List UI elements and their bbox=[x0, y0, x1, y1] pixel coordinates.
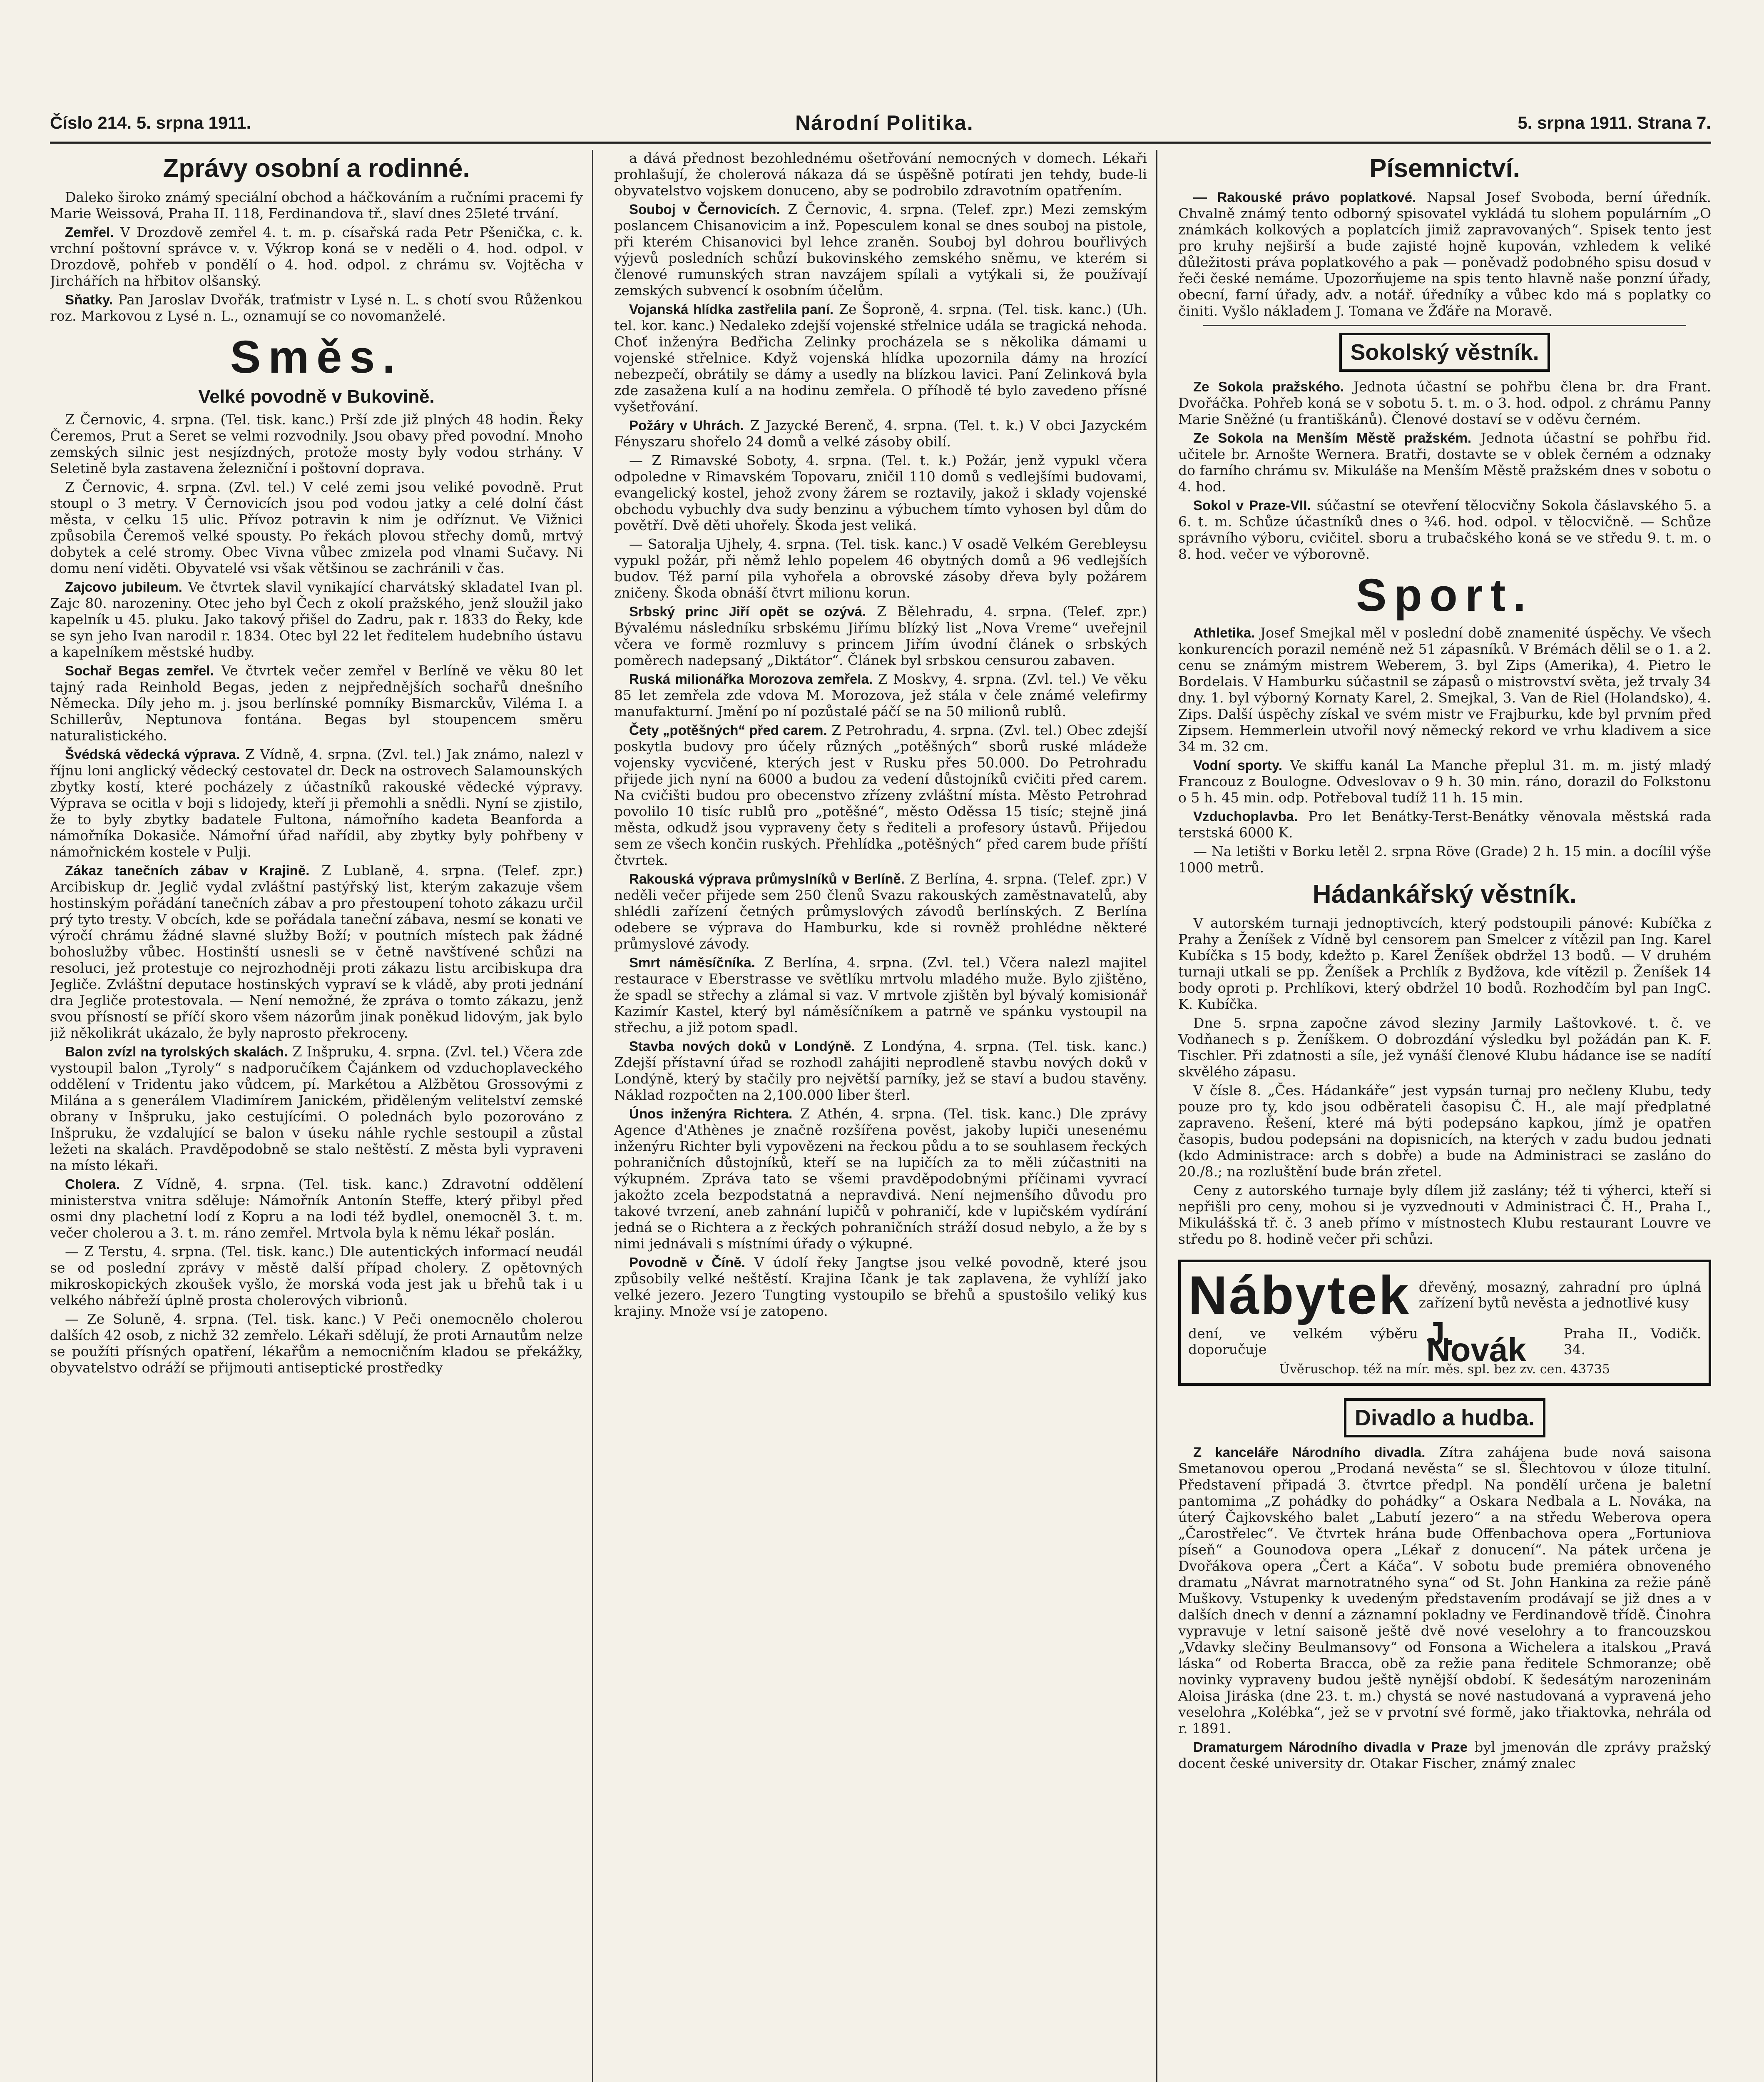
section-heading-literature: Písemnictví. bbox=[1369, 154, 1520, 183]
article-paragraph bbox=[614, 301, 1147, 415]
article-text: Z Vídně, 4. srpna. (Tel. tisk. kanc.) Zdravotní oddělení ministerstva vnitra sděluje: Námořník Antonín Steffe, který přibyl před osmi dny plachetní lodí z Kopru a na lodi též bydlel, onemocněl 3. t. m. večer cholerou a 3. t. m. ráno zemřel. Mrtvola byla k němu lékař poslán. bbox=[50, 1176, 583, 1241]
article-lead: Athletika. bbox=[1193, 625, 1255, 640]
article-paragraph bbox=[614, 417, 1147, 450]
article-paragraph bbox=[614, 201, 1147, 299]
article-paragraph bbox=[614, 871, 1147, 952]
article-paragraph: V čísle 8. „Čes. Hádankáře“ jest vypsán turnaj pro nečleny Klubu, tedy pouze pro ty, kdo jsou odběrateli časopisu Č. H., ale mají předplatné zapraveno. Řešení, které má býti podepsáno kapkou, jímž je opatřen časopis, budou podepsáni na dopisnicích, na kterých v zadu budou jednati (kdo Administrace: arch s dobře) a bude na Administraci se zasláno do 20./8.; na rozluštění bude brán zřetel. bbox=[1178, 1082, 1711, 1180]
article-paragraph: — Z Rimavské Soboty, 4. srpna. (Tel. t. k.) Požár, jenž vypukl včera odpoledne v Rimavském Topovaru, zničil 110 domů s vedlejšími budovami, evangelický kostel, jehož zvony žárem se roztavily, jakož i sklady vojenské obchodu vybuchly dva sudy benzinu a výbuchem tímto vyhosen byl dům do povětří. Dvě děti uhořely. Škoda jest veliká. bbox=[614, 452, 1147, 533]
article-text: Napsal Josef Svoboda, berní úředník. Chvalně známý tento odborný spisovatel vykládá tu slohem populárním „O známkách kolkových a poplatcích jimiž zapravovaných“. Spisek tento jest pro kruhy nejširší a bude zajisté hojně kupován, vzhledem k veliké důležitosti práva poplatkového a pak — poněvadž podobného spisu dosud v řeči české nemáme. Upozorňujeme na spis tento hlavně naše ponzní úřady, obecní, farní úřady, adv. a notář. úředníky a vůbec kdo má s poplatky co činiti. Vyšlo nákladem J. Tomana ve Žďáře na Moravě. bbox=[1178, 189, 1711, 319]
article-text: Z Moskvy, 4. srpna. (Zvl. tel.) Ve věku 85 let zemřela zde vdova M. Morozova, jež stála v čele známé velefirmy manufakturní. Jmění po ní pozůstalé páčí se na 50 milionů rublů. bbox=[614, 671, 1147, 720]
article-paragraph: Ceny z autorského turnaje byly dílem již zaslány; též ti výherci, kteří si nepřišli pro ceny, mohou si je vyzvednouti v Administraci Č. H., Praha I., Mikulášská tř. č. 3 aneb přímo v místnostech Klubu restaurant Louvre ve středu po 8. hodině večer při schůzi. bbox=[1178, 1182, 1711, 1247]
section-heading-sokol: Sokolský věstník. bbox=[1339, 333, 1550, 372]
article-paragraph: Z Černovic, 4. srpna. (Tel. tisk. kanc.) Prší zde již plných 48 hodin. Řeky Čeremos, Prut a Seret se velmi rozvodnily. Jsou obavy před povodní. Mnoho zemských silnic jest nesjízdných, protože mosty byly vodou strhány. V Seletině byla zastavena železniční i poštovní doprava. bbox=[50, 411, 583, 476]
article-text: Z Berlína, 4. srpna. (Telef. zpr.) V neděli večer přijede sem 250 členů Svazu rakouských zaměstnavatelů, aby shlédli zařízení četných průmyslových závodů berlínských. Z Berlína odebere se výprava do Hamburku, kde si rovněž prohlédne některé průmyslové závody. bbox=[614, 871, 1147, 952]
section-heading-sport: Sport. bbox=[1356, 570, 1533, 621]
article-lead: Ze Sokola na Menším Městě pražském. bbox=[1193, 430, 1472, 446]
article-paragraph: Z Černovic, 4. srpna. (Zvl. tel.) V celé zemi jsou veliké povodně. Prut stoupl o 3 metry. V Černovicích jsou pod vodou jatky a celé dolní část města, v celku 15 ulic. Přívoz potravin k nim je odříznut. Ve Vižnici způsobila Čeremoš velké spousty. Po řekách plovou střechy domů, mrtvý dobytek a celé stromy. Obec Vivna vůbec zmizela pod vlnami Sučavy. Ni domu není viděti. Obyvatelé vsi však většinou se zachránili v čas. bbox=[50, 479, 583, 576]
article-paragraph bbox=[614, 954, 1147, 1036]
article-paragraph bbox=[50, 1043, 583, 1173]
article-lead: Cholera. bbox=[65, 1176, 120, 1192]
ad-brand: Nábytek bbox=[1188, 1265, 1411, 1325]
article-paragraph bbox=[614, 1038, 1147, 1103]
article-text: Josef Smejkal měl v poslední době znamenité úspěchy. Ve všech konkurencích porazil neméně než 51 zápasníků. V Brémách dělil se o 1. a 2. cenu se známým mistrem Weberem, 3. byl Zips (Amerika), 4. Pietro le Bordelais. V Hamburku súčastnil se zápasů o mistrovství světa, jež trvaly 34 dny. 1. byl výborný Kornaty Karel, 2. Smejkal, 3. Van de Riel (Holandsko), 4. Zips. Další úspěchy získal ve svém mistr ve Frajburku, kde byl prvním před Zipsem. Hemmerlein utvořil nový německý rekord ve vrhu kladivem a sice 34 m. 32 cm. bbox=[1178, 625, 1711, 755]
article-text: Z Inšpruku, 4. srpna. (Zvl. tel.) Včera zde vystoupil balon „Tyroly“ s nadporučíkem Čajánkem od vzduchoplaveckého oddělení v Tridentu jako vůdcem, pí. Markétou a Alžbětou Grossovými z Milána a s generálem Vladimírem Janickém, přiděleným velitelství zemské obrany v Inšpruku, jako cestujícími. O polednách bylo pozorováno z Inšpruku, že vzdalující se balon v úseku náhle rychle sestoupil a zůstal ležeti na skalách. Pravděpodobně se stalo neštěstí. Z města byli vypraveni na místo lékaři. bbox=[50, 1043, 583, 1173]
article-lead: Vzduchoplavba. bbox=[1193, 809, 1298, 824]
section-heading-puzzles: Hádankářský věstník. bbox=[1312, 880, 1577, 909]
article-lead: Sňatky. bbox=[65, 292, 113, 307]
header-page-number: 5. srpna 1911. Strana 7. bbox=[1518, 113, 1711, 132]
article-lead: Povodně v Číně. bbox=[629, 1255, 745, 1270]
article-paragraph bbox=[50, 224, 583, 289]
masthead-title: Národní Politika. bbox=[795, 111, 974, 134]
divider bbox=[1203, 325, 1686, 326]
column-2 bbox=[614, 150, 1157, 2082]
article-text: V údolí řeky Jangtse jsou velké povodně, které jsou způsobily velké neštěstí. Krajina Ičank je tak zaplavena, že vyhlíží jako velké jezero. Jezero Tungting vystoupilo se břehů a spustošilo veliký kus krajiny. Množe vsí je zatopeno. bbox=[614, 1254, 1147, 1319]
article-lead: Balon zvízl na tyrolských skalách. bbox=[65, 1044, 288, 1059]
article-lead: Srbský princ Jiří opět se ozývá. bbox=[629, 604, 866, 619]
article-lead: Dramaturgem Národního divadla v Praze bbox=[1193, 1739, 1468, 1755]
article-text: byl jmenován dle zprávy pražský docent české university dr. Otakar Fischer, známý znalec bbox=[1178, 1739, 1711, 1771]
article-text: Jednota účastní se pohřbu řid. učitele br. Arnošte Wernera. Bratři, dostavte se v oblek černém a odznaky do farního chrámu sv. Mikuláše na Menším Městě pražském dnes v sobotu o 4. hod. bbox=[1178, 430, 1711, 495]
article-text: Zítra zahájena bude nová saisona Smetanovou operou „Prodaná nevěsta“ se sl. Šlechtovou v úloze titulní. Představení připadá 3. čtvrtce předpl. Na pondělí určena je baletní pantomima „Z pohádky do pohádky“ a Oskara Nedbala a L. Nováka, na úterý Čajkovského balet „Labutí jezero“ a na středu Weberova opera „Čarostřelec“. Ve čtvrtek hrána bude Offenbachova opera „Fortuniova píseň“ a Gounodova opera „Lékař z donucení“. Na pátek určena je Dvořákova opera „Čert a Káča“. V sobotu bude premiéra obnoveného dramatu „Návrat marnotratného syna“ od St. John Hankina za režie páně Muškovy. Vstupenky k uvedeným představením prodávají se již dnes a v dalších dnech v denní a záznamní pokladny ve Ferdinandově třídě. Činohra vypravuje v letní saisoně ještě dvě nové veselohry a to francouzskou „Vdavky slečiny Beulmansovy“ od Fonsona a Wichelera a italskou „Pravá láska“ od Roberta Bracca, obě za režie pana ředitele Schmoranze; obě novinky vypraveny budou ještě nynější období. K šedesátým narozeninám Aloisa Jiráska (dne 23. t. m.) chystá se nové nastudovaná a vypravená jeho veselohra „Kolébka“, jež se v prvotní své formě, jako třiaktovka, nehrála od r. 1891. bbox=[1178, 1444, 1711, 1736]
article-paragraph bbox=[50, 862, 583, 1041]
article-paragraph bbox=[1178, 379, 1711, 427]
ad-address: Praha II., Vodičk. 34. bbox=[1563, 1325, 1701, 1357]
article-lead: Švédská vědecká výprava. bbox=[65, 747, 240, 762]
newspaper-page bbox=[50, 104, 1711, 2082]
section-heading-personal: Zprávy osobní a rodinné. bbox=[163, 154, 470, 183]
article-lead: Vodní sporty. bbox=[1193, 757, 1282, 773]
article-text: Z Černovic, 4. srpna. (Telef. zpr.) Mezi zemským poslancem Chisanovicim a inž. Popesculem konal se dnes souboj na pistole, při kterém Chisanovici byl lehce zraněn. Souboj byl dohrou bouřlivých výjevů posledních schůzí bukovinského zemského sněmu, ve kterém si členové rumunských stran navzájem spílali a vytýkali si, že používají zemských subvencí k osobním účelům. bbox=[614, 201, 1147, 299]
article-paragraph: — Z Terstu, 4. srpna. (Tel. tisk. kanc.) Dle autentických informací neudál se od poslední zprávy v městě další případ cholery. Z opětovných mikroskopických zkoušek vyšlo, že morská voda jest jak u břehů tak i u velkého nábřeží úplně prosta cholerových vibrionů. bbox=[50, 1243, 583, 1308]
ad-footer: Úvěruschop. též na mír. měs. spl. bez zv. cen. 43735 bbox=[1279, 1362, 1610, 1377]
article-paragraph bbox=[50, 1176, 583, 1241]
header-issue-date: Číslo 214. 5. srpna 1911. bbox=[50, 113, 251, 132]
article-paragraph bbox=[50, 291, 583, 324]
article-text: V Drozdově zemřel 4. t. m. p. císařská rada Petr Pšenička, c. k. vrchní poštovní správce v. v. Výkrop koná se v neděli o 4. hod. odpol. v Drozdově, pohřeb v pondělí o 4. hod. odpol. z chrámu sv. Vojtěcha v Jirchářích na hřbitov olšanský. bbox=[50, 224, 583, 289]
article-lead: Souboj v Černovicích. bbox=[629, 202, 780, 217]
article-text: Pan Jaroslav Dvořák, traťmistr v Lysé n. L. s chotí svou Růženkou roz. Markovou z Lysé n. L., oznamují se co novomanželé. bbox=[50, 291, 583, 324]
article-lead: Únos inženýra Richtera. bbox=[629, 1106, 793, 1121]
article-paragraph bbox=[614, 722, 1147, 868]
article-lead: Vojanská hlídka zastřelila paní. bbox=[629, 301, 834, 317]
article-paragraph: Dne 5. srpna započne závod sleziny Jarmily Laštovkové. t. č. ve Vodňanech s p. Ženíškem. O dobrozdání výsledku byl požádán pan K. F. Tischler. Při zdatnosti a síle, jež vynáší členové Klubu hádance ise se nadítí skvělého zápasu. bbox=[1178, 1015, 1711, 1080]
article-lead: Z kanceláře Národního divadla. bbox=[1193, 1444, 1426, 1460]
article-lead: Čety „potěšných“ před carem. bbox=[629, 722, 827, 738]
article-lead: Sochař Begas zemřel. bbox=[65, 663, 214, 678]
article-paragraph: — Satoralja Ujhely, 4. srpna. (Tel. tisk. kanc.) V osadě Velkém Gerebleysu vypukl požár, při němž lehlo popelem 46 obytných domů a 96 vedlejších budov. Též parní pila vyhořela a obrovské zásoby dřeva byly požárem zničeny. Škoda obnáší čtvrt milionu korun. bbox=[614, 536, 1147, 601]
article-paragraph bbox=[1178, 430, 1711, 495]
article-text: súčastní se otevření tělocvičny Sokola čáslavského 5. a 6. t. m. Schůze účastníků dnes o ¾6. hod. odpol. v tělocvičně. — Schůze správního výboru, cvičitel. sboru a trubačského koná se ve středu 9. t. m. o 8. hod. večer ve výborovně. bbox=[1178, 497, 1711, 562]
article-text: Z Vídně, 4. srpna. (Zvl. tel.) Jak známo, nalezl v říjnu loni anglický vědecký cestovatel dr. Deck na ostrovech Salamounských zbytky kostí, které pocházely z účastníků rakouské vědecké výpravy. Výprava se ocitla v boji s lidojedy, kteří ji přemohli a snědli. Nyní se zjistilo, že to byly zbytky badatele Fultona, námořního kadeta Beanforda a námořníka Dokasiče. Námořní úřad nařídil, aby zbytky byly pohřbeny v námořnickém kostele v Pulji. bbox=[50, 746, 583, 860]
article-headline: Velké povodně v Bukovině. bbox=[198, 386, 435, 407]
article-lead: — Rakouské právo poplatkové. bbox=[1193, 189, 1416, 205]
article-paragraph bbox=[614, 1254, 1147, 1319]
article-paragraph bbox=[1178, 497, 1711, 562]
article-lead: Zemřel. bbox=[65, 224, 114, 240]
article-lead: Ruská milionářka Morozova zemřela. bbox=[629, 671, 873, 687]
article-text: Z Berlína, 4. srpna. (Zvl. tel.) Včera nalezl majitel restaurace v Eberstrasse ve světlíku mrtvolu mladého muže. Bylo zjištěno, že spadl se střechy a zlámal si vaz. V mrtvole zjištěn byl bývalý komisionář Kazimír Kastel, který byl náměsíčníkem a patrně ve spánku vystoupil na střechu, a již potom spadl. bbox=[614, 954, 1147, 1036]
article-paragraph bbox=[614, 603, 1147, 668]
article-lead: Smrt náměsíčníka. bbox=[629, 955, 755, 970]
article-lead: Stavba nových doků v Londýně. bbox=[629, 1039, 855, 1054]
article-paragraph bbox=[614, 1106, 1147, 1252]
furniture-advertisement bbox=[1178, 1260, 1711, 1386]
ad-merchant-name: J. Novák bbox=[1426, 1315, 1526, 1368]
ad-middle-row bbox=[1188, 1315, 1701, 1368]
article-paragraph bbox=[614, 671, 1147, 720]
article-paragraph bbox=[1178, 625, 1711, 755]
article-lead: Požáry v Uhrách. bbox=[629, 418, 744, 433]
article-text: Jednota účastní se pohřbu člena br. dra Frant. Dvořáčka. Pohřeb koná se v sobotu 5. t. m. o 3. hod. odpol. z chrámu Panny Marie Sněžné (u františkánů). Členové dostaví se v oděvu černém. bbox=[1178, 379, 1711, 427]
article-paragraph bbox=[1178, 757, 1711, 806]
article-lead: Ze Sokola pražského. bbox=[1193, 379, 1344, 394]
article-paragraph bbox=[50, 662, 583, 744]
article-paragraph: — Ze Soluně, 4. srpna. (Tel. tisk. kanc.) V Peči onemocnělo cholerou dalších 42 osob, z nichž 32 zemřelo. Lékaři sdělují, že proti Arnautům nelze se použíti přísných opatření, lékařům a nemocničním kladou se překážky, obyvatelstvo odráží se přijmouti antiseptické prostředky bbox=[50, 1311, 583, 1376]
article-text: Z Jazycké Berenč, 4. srpna. (Tel. t. k.) V obci Jazyckém Fényszaru shořelo 24 domů a velké zásoby obilí. bbox=[614, 417, 1147, 450]
article-text: Z Petrohradu, 4. srpna. (Zvl. tel.) Obec zdejší poskytla budovy pro účely různých „potěšných“ sborů ruské mládeže vojensky vycvičené, kterých jest v Rusku přes 50.000. Do Petrohradu přijede jich nyní na 6000 a budou za vedení důstojníků cvičiti před carem. Na cvičišti budou pro obecenstvo zřízeny zvláštní místa. Město Petrohrad povolilo 10 tisíc rublů pro „potěšné“, město Oděssa 15 tisíc; stejně jiná města, odkudž jsou vypraveny čety s řediteli a profesory ústavů. Přijedou sem ze všech končin ruských. Přehlídka „potěšných“ před carem bude příští čtvrtek. bbox=[614, 722, 1147, 868]
article-paragraph: a dává přednost bezohlednému ošetřování nemocných v domech. Lékaři prohlašují, že cholerová nákaza dá se úspěšně potírati jen tehdy, bude-li obyvatelstvo vojskem donuceno, aby se podrobilo zdravotním opatřením. bbox=[614, 150, 1147, 199]
article-text: Z Bělehradu, 4. srpna. (Telef. zpr.) Bývalému následníku srbskému Jiřímu blízký list „Nova Vreme“ uveřejnil včera ve formě rozmluvy s princem Jiřím úvodní článek o srbských poměrech nadepsaný „Diktátor“. Článek byl srbskou censurou zabaven. bbox=[614, 603, 1147, 668]
article-text: Z Athén, 4. srpna. (Tel. tisk. kanc.) Dle zprávy Agence d'Athènes je značně rozšířena pověst, jakoby lupiči unesenému inženýru Richter byli vypovězeni na řeckou půdu a to se souhlasem řeckých pohraničních důstojníků, kteří se na lupičích za to měli zúčastniti na výkupném. Zpráva tato se všemi pravděpodobnými příčinami vyvrací jakožto zcela bezpodstatná a nepravdivá. Není nejmenšího důvodu pro takové tvrzení, aneb zahnání lupičů v pohraničí, kde v lupičském vydírání jedná se o Richtera a z řeckých pohraničních stráží dosud nebylo, a že by s nimi jednávali s místními úřady o výkupné. bbox=[614, 1106, 1147, 1252]
page-header bbox=[50, 104, 1711, 144]
ad-top-row bbox=[1188, 1265, 1701, 1325]
article-paragraph bbox=[50, 746, 583, 860]
ad-text: dřevěný, mosazný, zahradní pro úplná zařízení bytů nevěsta a jednotlivé kusy bbox=[1418, 1279, 1701, 1311]
article-paragraph: — Na letišti v Borku letěl 2. srpna Röve (Grade) 2 h. 15 min. a docílil výše 1000 metrů. bbox=[1178, 843, 1711, 876]
article-paragraph bbox=[50, 579, 583, 660]
ad-text: dení, ve velkém výběru doporučuje bbox=[1188, 1325, 1418, 1357]
article-lead: Sokol v Praze-VII. bbox=[1193, 498, 1311, 513]
article-text: Z Londýna, 4. srpna. (Tel. tisk. kanc.) Zdejší přístavní úřad se rozhodl zahájiti neprodleně stavbu nových doků v Londýně, který by stačily pro největší parníky, jež se staví a budou stavěny. Náklad rozpočten na 2,100.000 liber šterl. bbox=[614, 1038, 1147, 1103]
columns bbox=[50, 150, 1711, 2082]
article-text: Ve čtvrtek slavil vynikající charvátský skladatel Ivan pl. Zajc 80. narozeniny. Otec jeho byl Čech z okolí pražského, jenž sloužil jako kapelník u 45. pluku. Jako takový přišel do Zadru, pak r. 1833 do Řeky, kde se syn jeho Ivan narodil r. 1834. Otec byl 22 let ředitelem hudebního ústavu a kapelníkem městské hudby. bbox=[50, 579, 583, 660]
article-paragraph bbox=[1178, 808, 1711, 841]
article-lead: Zajcovo jubileum. bbox=[65, 579, 182, 595]
article-lead: Zákaz tanečních zábav v Krajině. bbox=[65, 863, 310, 878]
article-paragraph bbox=[1178, 1739, 1711, 1771]
article-paragraph bbox=[1178, 1444, 1711, 1736]
article-text: Z Lublaně, 4. srpna. (Telef. zpr.) Arcibiskup dr. Jeglič vydal zvláštní pastýřský list, kterým zakazuje všem hostinským pořádání tanečních zábav a pro přestoupení tohoto zákazu určil prý tyto tresty. V obcích, kde se pořádala taneční zábava, nesmí se konati ve výročí chrámu žádné slavné služby Boží; v poutních místech pak žádné bohoslužby vůbec. Hostinští usnesli se v četně navštívené schůzi na resoluci, jež protestuje co nejrozhodněji proti zákazu listu arcibiskupa dra Jegliče. Zvláštní deputace hostinských vypraví se k vládě, aby proti jednání dra Jegliče protestovala. — Není nemožné, že zpráva o tomto zákazu, jenž svou přísností se příčí skoro všem názorům jinak poněkud lidovým, jak bylo již několikrát ukázalo, že byly naprosto překroceny. bbox=[50, 862, 583, 1041]
article-text: Ze Šoproně, 4. srpna. (Tel. tisk. kanc.) (Uh. tel. kor. kanc.) Nedaleko zdejší vojenské střelnice udála se tragická nehoda. Choť inženýra Bedřicha Zelinky procházela se s několika dámami u vojenské střelnice. Když vojenská hlídka upozornila dámy na hrozící nebezpečí, obrátily se dámy a usedly na blízkou lavici. Paní Zelinková byla zde zasažena kulí a na hodinu zemřela. O příhodě té bylo zavedeno přísné vyšetřování. bbox=[614, 301, 1147, 415]
article-paragraph bbox=[1178, 189, 1711, 319]
section-heading-miscellany: Směs. bbox=[230, 331, 403, 383]
article-text: Ve skiffu kanál La Manche přeplul 31. m. m. jistý mladý Francouz z Boulogne. Odveslovav o 9 h. 30 min. ráno, dorazil do Folkstonu o 5 h. 45 min. odp. Potřeboval tudíž 11 h. 15 min. bbox=[1178, 757, 1711, 806]
column-3 bbox=[1178, 150, 1711, 2082]
section-heading-theatre: Divadlo a hudba. bbox=[1344, 1398, 1545, 1437]
article-paragraph: V autorském turnaji jednoptivcích, který podstoupili pánové: Kubíčka z Prahy a Ženíšek z Vídně byl censorem pan Smelcer z vítězil pan Ing. Karel Kubíčka s 15 body, kdežto p. Karel Ženíšek obdržel 13 bodů. — V druhém turnaji utkali se pp. Ženíšek a Prchlík z Bydžova, kde vítězil p. Ženíšek 14 body oproti p. Prchlíkovi, který obdržel 10 bodů. Rozhodčím byl pan IngC. K. Kubíčka. bbox=[1178, 915, 1711, 1012]
article-text: Ve čtvrtek večer zemřel v Berlíně ve věku 80 let tajný rada Reinhold Begas, jeden z nejpřednějších sochařů dnešního Německa. Díly jeho m. j. jsou berlínské pomníky Bismarckův, Viléma I. a Schillerův, Neptunova fontána. Begas byl stoupencem směru naturalistického. bbox=[50, 662, 583, 744]
article-text: Pro let Benátky-Terst-Benátky věnovala městská rada terstská 6000 K. bbox=[1178, 808, 1711, 841]
article-paragraph: Daleko široko známý speciální obchod a háčkováním a ručními pracemi fy Marie Weissová, Praha II. 118, Ferdinandova tř., slaví dnes 25leté trvání. bbox=[50, 189, 583, 222]
article-lead: Rakouská výprava průmyslníků v Berlíně. bbox=[629, 871, 905, 887]
column-1 bbox=[50, 150, 593, 2082]
